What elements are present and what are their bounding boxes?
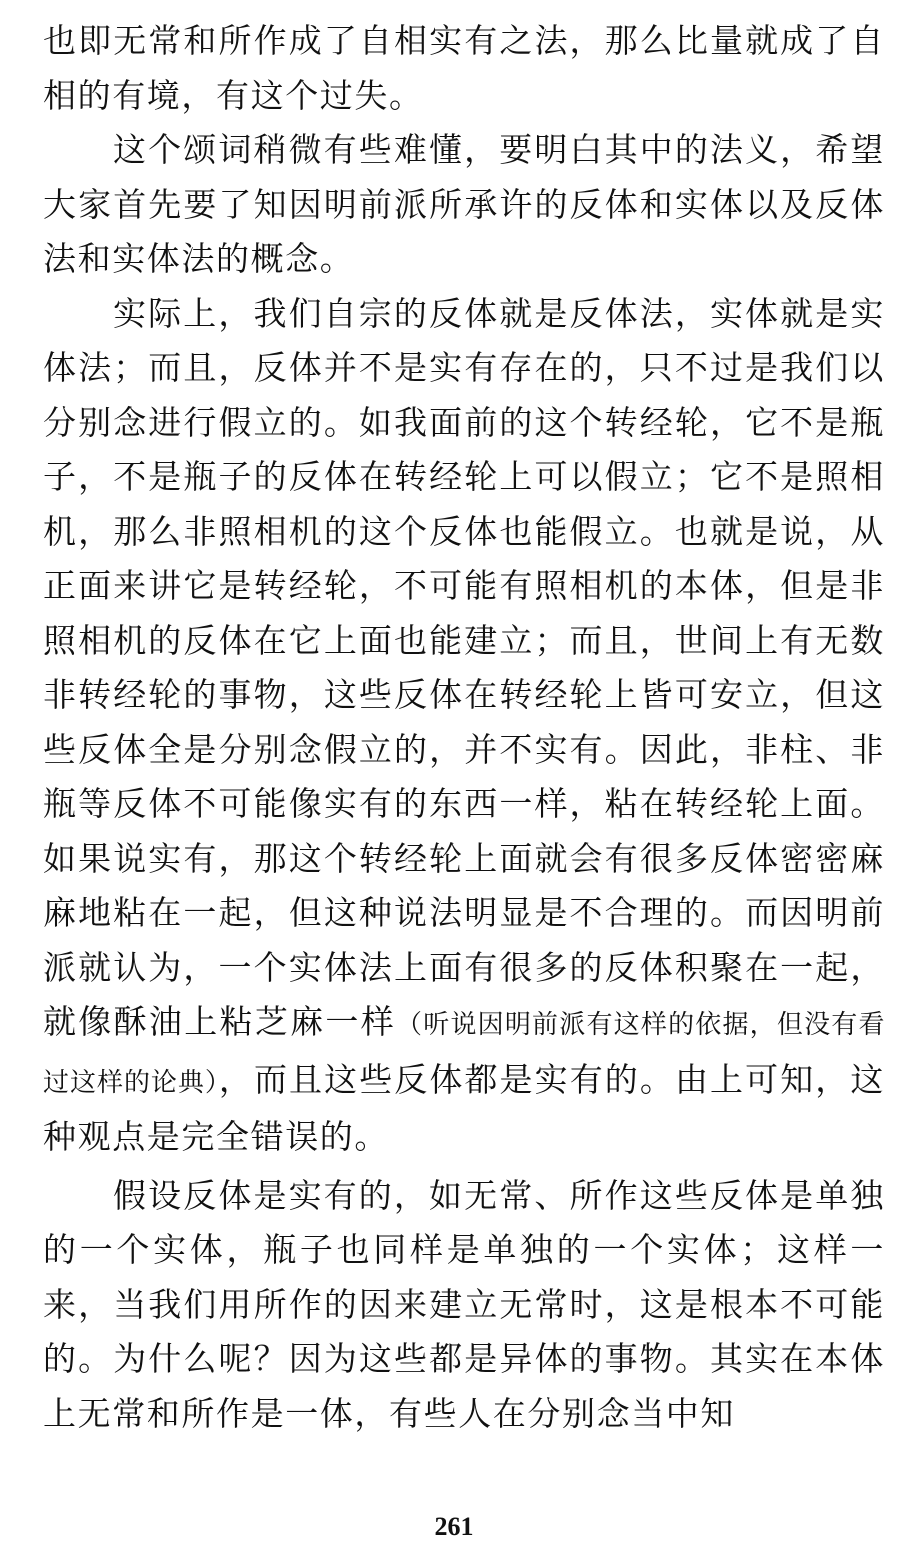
page-number: 261 [434, 1512, 474, 1541]
page-body [43, 14, 885, 1441]
paragraph-3-note: （听说因明前派有这样的依据，但没有看过这样的论典） [43, 1010, 885, 1098]
paragraph-4: 假设反体是实有的，如无常、所作这些反体是单独的一个实体，瓶子也同样是单独的一个实体；这样一来，当我们用所作的因来建立无常时，这是根本不可能的。为什么呢？因为这些都是异体的事物。其实在本体上无常和所作是一体，有些人在分别念当中知 [43, 1175, 885, 1433]
paragraph-1: 也即无常和所作成了自相实有之法，那么比量就成了自相的有境，有这个过失。 [43, 21, 885, 115]
paragraph-3 [43, 287, 885, 1165]
paragraph-2: 这个颂词稍微有些难懂，要明白其中的法义，希望大家首先要了知因明前派所承许的反体和实体以及反体法和实体法的概念。 [43, 130, 885, 278]
paragraph-3-main-text: 实际上，我们自宗的反体就是反体法，实体就是实体法；而且，反体并不是实有存在的，只不过是我们以分别念进行假立的。如我面前的这个转经轮，它不是瓶子，不是瓶子的反体在转经轮上可以假立；它不是照相机，那么非照相机的这个反体也能假立。也就是说，从正面来讲它是转经轮，不可能有照相机的本体，但是非照相机的反体在它上面也能建立；而且，世间上有无数非转经轮的事物，这些反体在转经轮上皆可安立，但这些反体全是分别念假立的，并不实有。因此，非柱、非瓶等反体不可能像实有的东西一样，粘在转经轮上面。如果说实有，那这个转经轮上面就会有很多反体密密麻麻地粘在一起，但这种说法明显是不合理的。而因明前派就认为，一个实体法上面有很多的反体积聚在一起，就像酥油上粘芝麻一样 [43, 293, 885, 1041]
paragraph-3-tail-text: ，而且这些反体都是实有的。由上可知，这种观点是完全错误的。 [43, 1059, 885, 1156]
